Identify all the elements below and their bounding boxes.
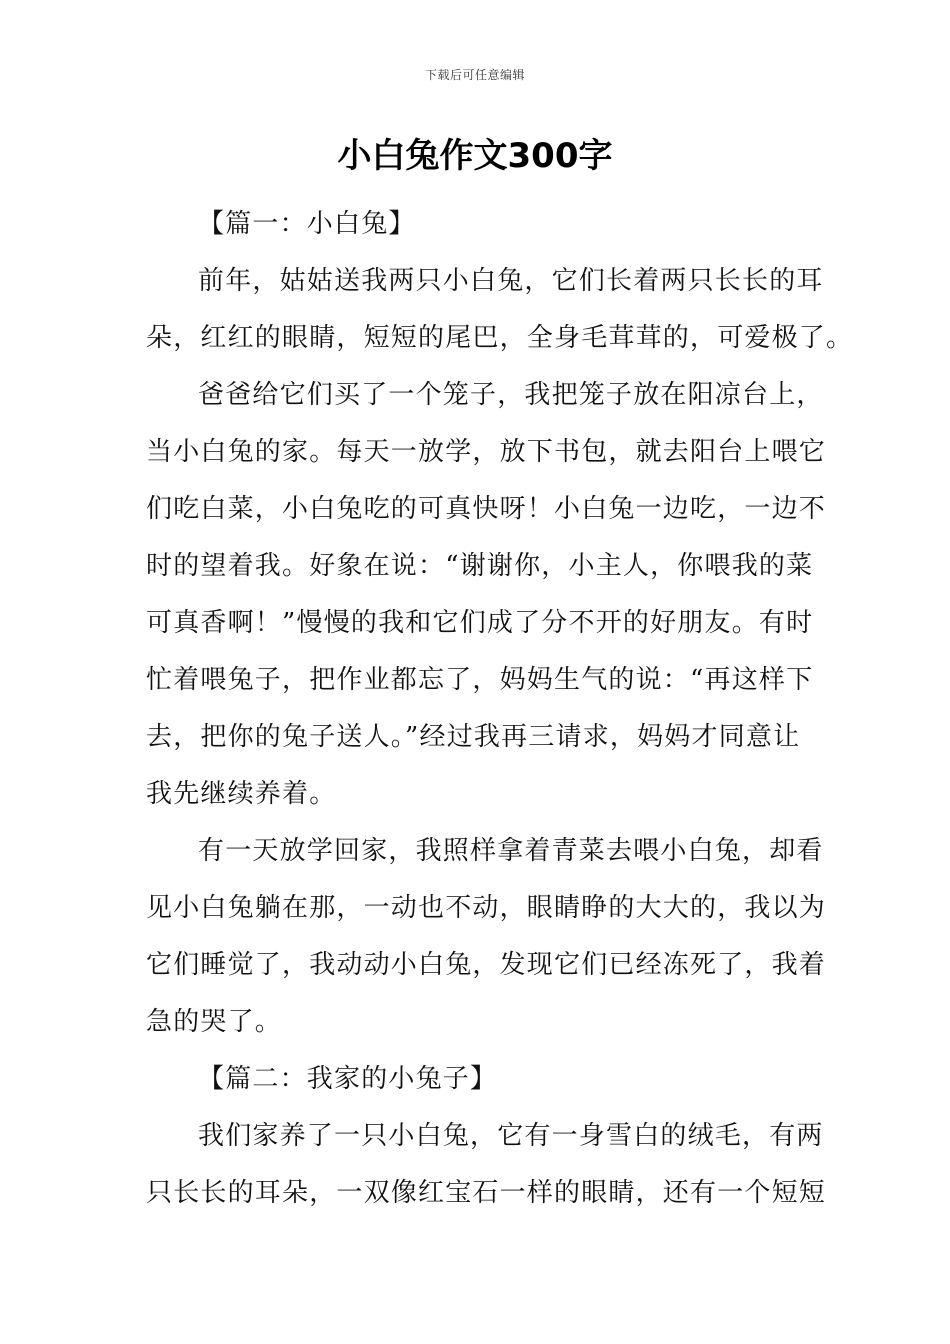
text-line: 前年，姑姑送我两只小白兔，它们长着两只长长的耳 [198, 266, 824, 296]
text-line: 只长长的耳朵，一双像红宝石一样的眼睛，还有一个短短 [146, 1178, 827, 1208]
text-line: 去，把你的兔子送人。”经过我再三请求，妈妈才同意让 [146, 722, 801, 752]
section-heading-2: 【篇二：我家的小兔子】 [198, 1064, 498, 1094]
page-title: 小白兔作文300字 [337, 136, 613, 176]
essay-body [146, 196, 854, 1222]
text-line: 当小白兔的家。每天一放学，放下书包，就去阳台上喂它 [146, 437, 827, 467]
text-line: 时的望着我。好象在说：“谢谢你，小主人，你喂我的菜 [146, 551, 814, 581]
text-line: 有一天放学回家，我照样拿着青菜去喂小白兔，却看 [198, 836, 824, 866]
header-note: 下载后可任意编辑 [424, 68, 525, 82]
text-line: 见小白兔躺在那，一动也不动，眼睛睁的大大的，我以为 [146, 893, 827, 923]
text-line: 我们家养了一只小白兔，它有一身雪白的绒毛，有两 [198, 1121, 824, 1151]
text-line: 忙着喂兔子，把作业都忘了，妈妈生气的说：“再这样下 [146, 665, 814, 695]
text-line: 朵，红红的眼睛，短短的尾巴，全身毛茸茸的，可爱极了。 [146, 323, 854, 353]
text-line: 可真香啊！”慢慢的我和它们成了分不开的好朋友。有时 [146, 608, 814, 638]
text-line: 它们睡觉了，我动动小白兔，发现它们已经冻死了，我着 [146, 950, 827, 980]
text-line: 爸爸给它们买了一个笼子，我把笼子放在阳凉台上， [198, 380, 824, 410]
text-line: 们吃白菜，小白兔吃的可真快呀！小白兔一边吃，一边不 [146, 494, 827, 524]
section-heading-1: 【篇一：小白兔】 [198, 209, 416, 239]
text-line: 我先继续养着。 [146, 779, 337, 809]
text-line: 急的哭了。 [146, 1007, 283, 1037]
